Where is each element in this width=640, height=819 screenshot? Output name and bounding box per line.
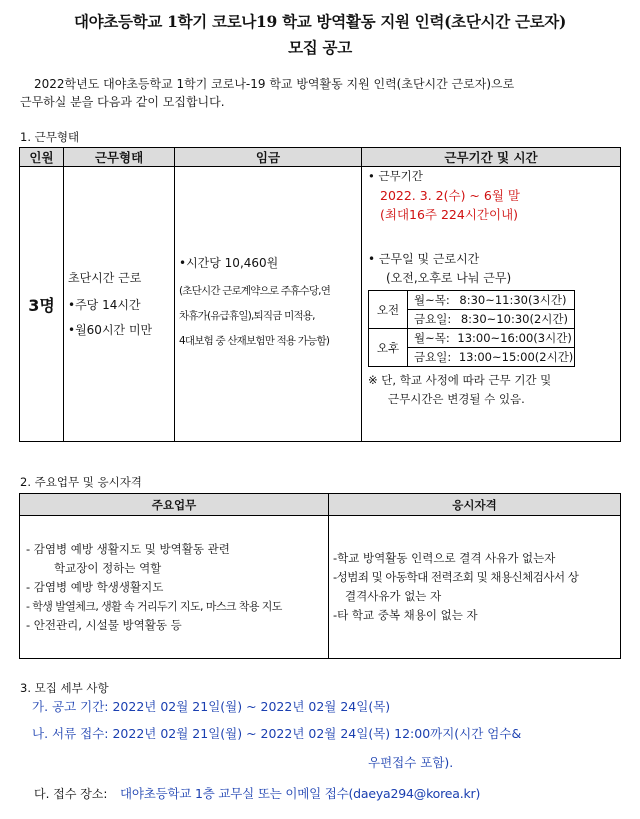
schedule-time: 13:00~16:00(3시간)	[457, 331, 572, 345]
application-place-label: 다. 접수 장소:	[34, 787, 108, 801]
wage-hourly: •시간당 10,460원	[179, 256, 279, 270]
schedule-time: 13:00~15:00(2시간)	[458, 350, 574, 364]
duties-table	[19, 493, 621, 659]
work-type-main: 초단시간 근로	[68, 270, 142, 285]
schedule-row	[408, 291, 575, 310]
application-period: 나. 서류 접수: 2022년 02월 21일(월) ~ 2022년 02월 24일(목) 12:00까지(시간 엄수&	[32, 726, 522, 741]
qualification-item: -성범죄 및 아동학대 전력조회 및 채용신체검사서 상	[333, 570, 579, 584]
notice-period: 가. 공고 기간: 2022년 02월 21일(월) ~ 2022년 02월 24일(목)	[32, 699, 391, 714]
schedule-row	[408, 348, 575, 367]
header-duties: 주요업무	[20, 494, 329, 516]
application-place: 대야초등학교 1층 교무실 또는 이메일 접수(daeya294@korea.kr)	[120, 786, 481, 801]
days-label: • 근무일 및 근로시간	[368, 252, 480, 266]
work-type-cell	[64, 167, 175, 442]
split-note: (오전,오후로 나눠 근무)	[386, 271, 512, 285]
schedule-time: 8:30~10:30(2시간)	[460, 312, 568, 326]
schedule-row	[408, 310, 575, 329]
application-period-cont: 우편접수 포함).	[368, 755, 454, 770]
duty-item: - 감염병 예방 생활지도 및 방역활동 관련	[26, 541, 230, 556]
work-type-weekly: •주당 14시간	[68, 297, 141, 312]
period-label: • 근무기간	[368, 169, 423, 183]
wage-note-2: 차휴가(유급휴일),퇴직금 미적용,	[179, 310, 315, 322]
intro-line-1: 2022학년도 대야초등학교 1학기 코로나-19 학교 방역활동 지원 인력(초단시간 근로자)으로	[34, 77, 515, 91]
work-type-monthly: •월60시간 미만	[68, 322, 153, 337]
page-title: 대야초등학교 1학기 코로나19 학교 방역활동 지원 인력(초단시간 근로자)	[73, 12, 567, 31]
section1-heading: 1. 근무형태	[20, 130, 80, 144]
schedule-table	[368, 290, 575, 367]
header-wage: 임금	[175, 148, 362, 167]
schedule-time: 8:30~11:30(3시간)	[459, 293, 567, 307]
schedule-day: 월~목:	[414, 331, 450, 345]
period-footnote-1: ※ 단, 학교 사정에 따라 근무 기간 및	[368, 373, 552, 387]
duty-item: 학교장이 정하는 역할	[54, 560, 162, 575]
schedule-row	[408, 329, 575, 348]
header-personnel: 인원	[20, 148, 64, 167]
work-form-table	[19, 147, 621, 442]
schedule-day: 월~목:	[414, 293, 450, 307]
header-period: 근무기간 및 시간	[362, 148, 621, 167]
wage-note-3: 4대보험 중 산재보험만 적용 가능함)	[179, 335, 330, 347]
schedule-day: 금요일:	[414, 312, 452, 326]
header-qualifications: 응시자격	[329, 494, 621, 516]
qualification-item: 결격사유가 없는 자	[345, 589, 442, 603]
wage-cell	[175, 167, 362, 442]
section3-heading: 3. 모집 세부 사항	[20, 681, 109, 695]
session-afternoon: 오후	[369, 329, 408, 367]
duty-item: - 학생 발열체크, 생활 속 거리두기 지도, 마스크 착용 지도	[26, 599, 282, 613]
qualification-item: -학교 방역활동 인력으로 결격 사유가 없는자	[333, 551, 556, 565]
wage-note-1: (초단시간 근로계약으로 주휴수당,연	[179, 285, 331, 297]
period-max: (최대16주 224시간이내)	[380, 207, 519, 222]
personnel-count: 3명	[20, 167, 64, 442]
qualification-item: -타 학교 중복 채용이 없는 자	[333, 608, 478, 622]
period-dates: 2022. 3. 2(수) ~ 6월 말	[380, 188, 520, 203]
period-cell	[362, 167, 621, 442]
period-footnote-2: 근무시간은 변경될 수 있음.	[388, 392, 525, 406]
page-subtitle: 모집 공고	[288, 38, 352, 57]
intro-line-2: 근무하실 분을 다음과 같이 모집합니다.	[20, 95, 225, 109]
section2-heading: 2. 주요업무 및 응시자격	[20, 475, 142, 489]
qualifications-cell	[329, 516, 621, 659]
duties-cell	[20, 516, 329, 659]
session-morning: 오전	[369, 291, 408, 329]
schedule-day: 금요일:	[414, 350, 452, 364]
duty-item: - 감염병 예방 학생생활지도	[26, 579, 164, 594]
duty-item: - 안전관리, 시설물 방역활동 등	[26, 617, 182, 632]
header-work-type: 근무형태	[64, 148, 175, 167]
